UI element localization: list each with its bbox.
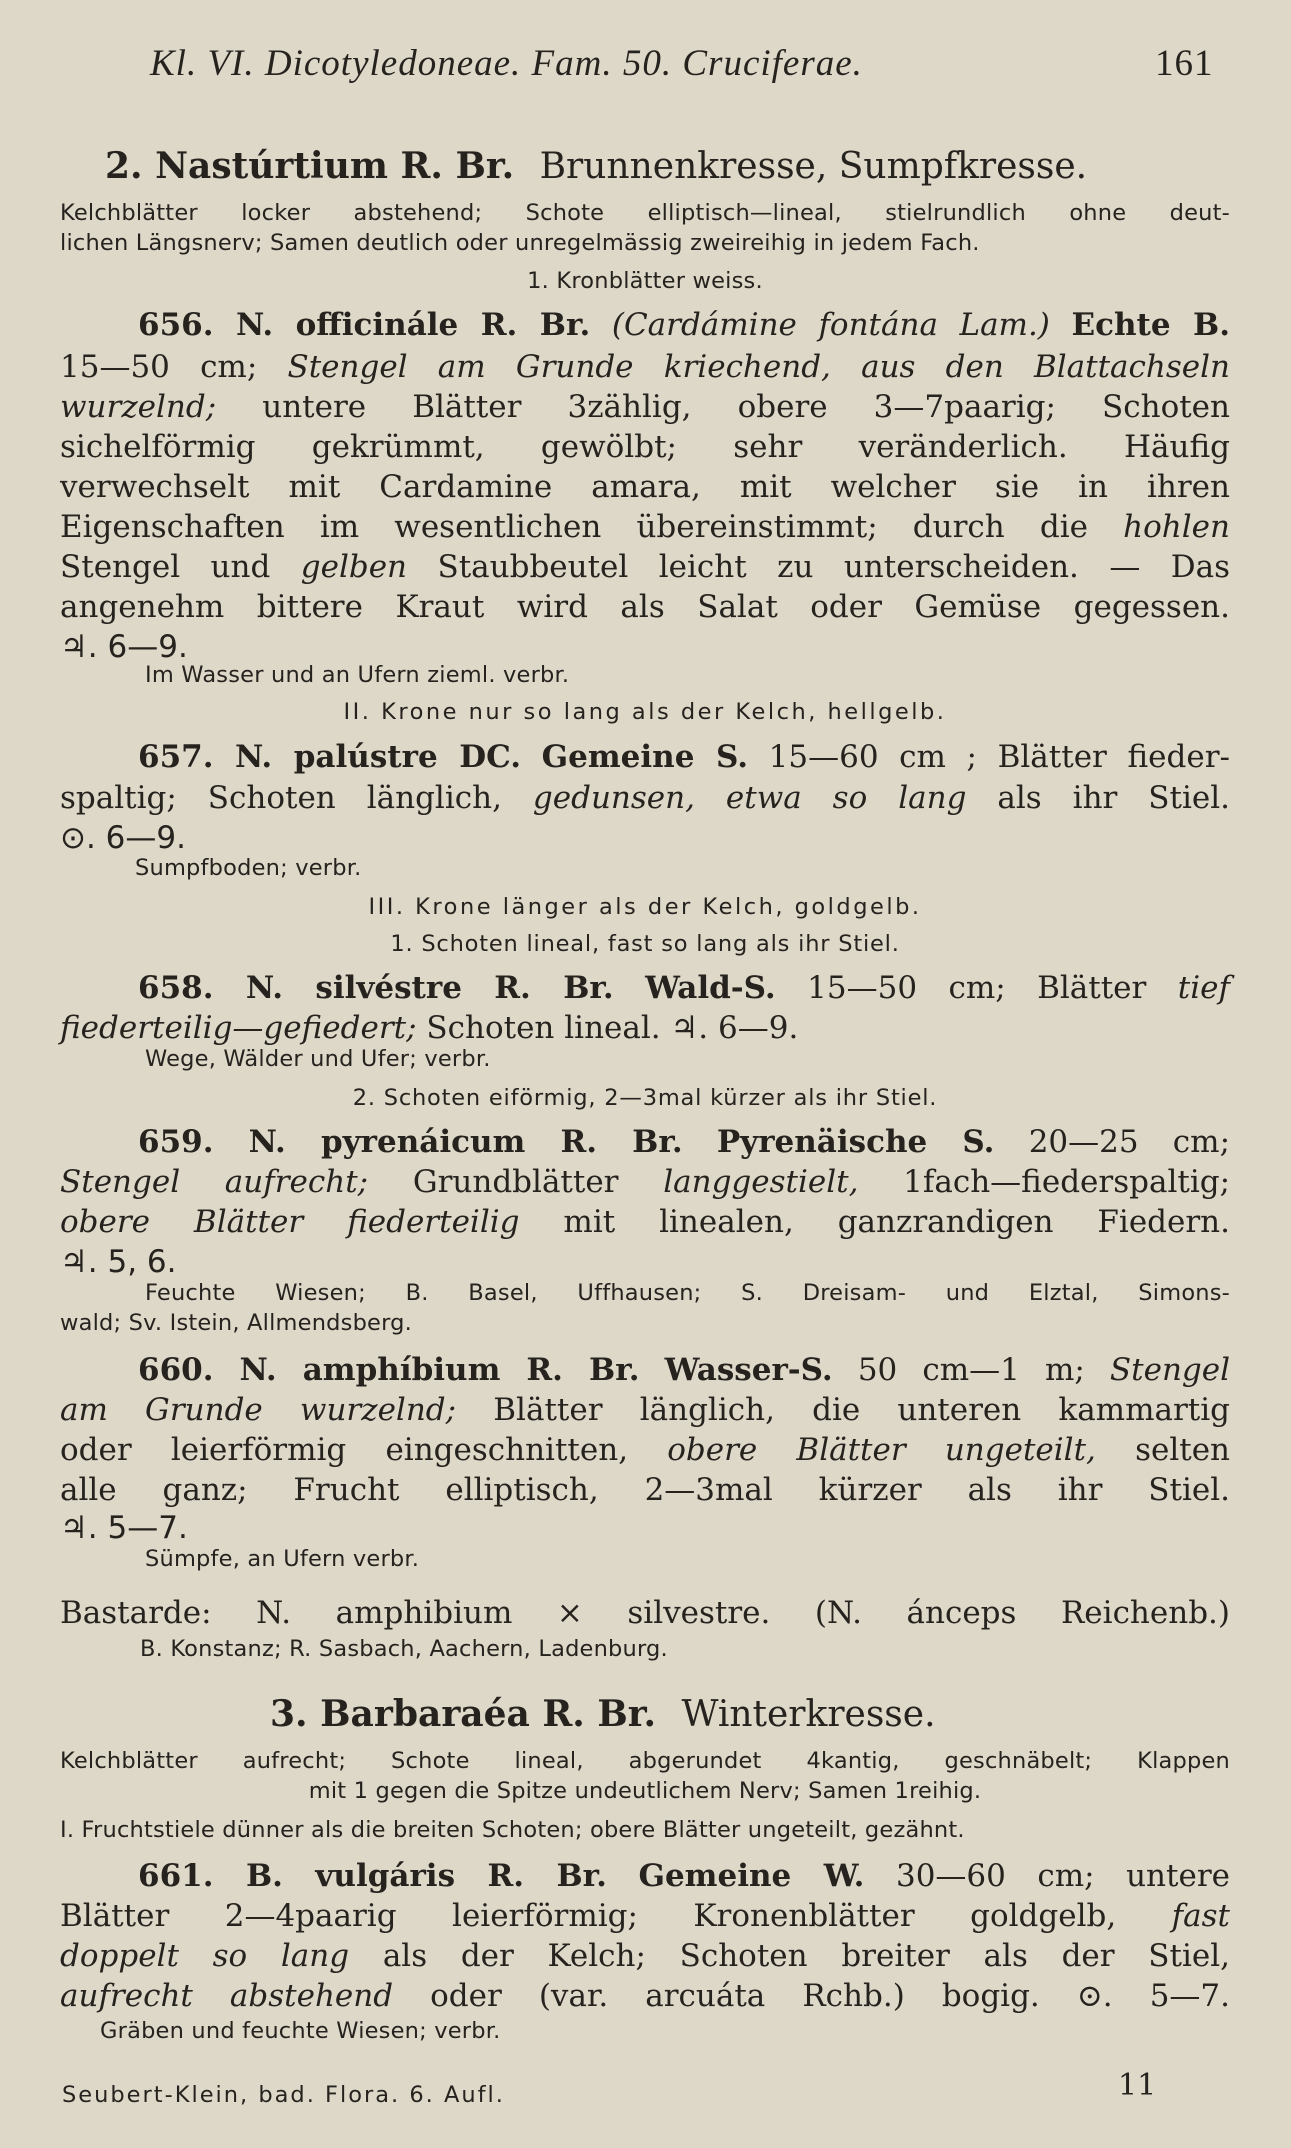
species-name: 659. N. pyrenáicum R. Br. <box>138 1124 683 1160</box>
hybrid-locations: B. Konstanz; R. Sasbach, Aachern, Ladenburg. <box>140 1636 668 1662</box>
species-habitat: Gräben und feuchte Wiesen; verbr. <box>100 2018 501 2044</box>
species-text: angenehm bittere Kraut wird als Salat oder Gemüse gegessen. <box>60 589 1230 625</box>
species-entry-661: 661. B. vulgáris R. Br. Gemeine W. 30—60 cm; untere <box>138 1858 1230 1894</box>
species-entry-659: 659. N. pyrenáicum R. Br. Pyrenäische S. 20—25 cm; <box>138 1124 1231 1160</box>
footer-source: Seubert-Klein, bad. Flora. 6. Aufl. <box>62 2082 505 2108</box>
key-heading: 1. Schoten lineal, fast so lang als ihr Stiel. <box>390 931 900 957</box>
species-text: doppelt so lang als der Kelch; Schoten breiter als der Stiel, <box>60 1938 1231 1974</box>
genus-common-name: Brunnenkresse, Sumpfkresse. <box>539 146 1088 187</box>
key-heading: III. Krone länger als der Kelch, goldgelb. <box>368 894 922 920</box>
species-text: oder leierförmig eingeschnitten, obere Blätter ungeteilt, selten <box>60 1432 1231 1468</box>
species-common-name: Wald-S. <box>645 970 776 1006</box>
species-habitat: Sumpfboden; verbr. <box>135 855 362 881</box>
species-text: Blätter 2—4paarig leierförmig; Kronenblätter goldgelb, fast <box>60 1898 1230 1934</box>
species-text: Stengel aufrecht; Grundblätter langgestielt, 1fach—fiederspaltig; <box>60 1164 1231 1200</box>
footer-signature: 11 <box>1118 2068 1157 2103</box>
genus-name: 2. Nastúrtium R. Br. <box>105 145 515 187</box>
species-common-name: Wasser-S. <box>664 1352 833 1388</box>
genus-description: mit 1 gegen die Spitze undeutlichem Nerv; Samen 1reihig. <box>308 1778 982 1804</box>
species-text: spaltig; Schoten länglich, gedunsen, etwa so lang als ihr Stiel. <box>60 780 1231 816</box>
running-title: Kl. VI. Dicotyledoneae. Fam. 50. Cruciferae. <box>150 43 863 84</box>
genus-description: Kelchblätter locker abstehend; Schote elliptisch—lineal, stielrundlich ohne deut- <box>60 200 1230 226</box>
species-entry-660: 660. N. amphíbium R. Br. Wasser-S. 50 cm—1 m; Stengel <box>138 1352 1231 1388</box>
key-heading: I. Fruchtstiele dünner als die breiten Schoten; obere Blätter ungeteilt, gezähnt. <box>60 1817 965 1843</box>
species-text: Eigenschaften im wesentlichen übereinstimmt; durch die hohlen <box>60 509 1230 545</box>
species-text: verwechselt mit Cardamine amara, mit welcher sie in ihren <box>60 469 1230 505</box>
page-number: 161 <box>1155 43 1214 84</box>
species-phenology: ♃. 6—9. <box>60 629 188 665</box>
hybrid-entry: Bastarde: N. amphibium × silvestre. (N. ánceps Reichenb.) <box>60 1595 1230 1631</box>
species-phenology: ♃. 5, 6. <box>60 1244 177 1280</box>
species-habitat: Wege, Wälder und Ufer; verbr. <box>145 1046 491 1072</box>
species-name: 660. N. amphíbium R. Br. <box>138 1352 640 1388</box>
species-habitat: Sümpfe, an Ufern verbr. <box>145 1546 420 1572</box>
species-text: sichelförmig gekrümmt, gewölbt; sehr veränderlich. Häufig <box>60 429 1230 465</box>
species-entry-658: 658. N. silvéstre R. Br. Wald-S. 15—50 cm; Blätter tief <box>138 970 1230 1006</box>
species-name: 661. B. vulgáris R. Br. <box>138 1858 607 1894</box>
species-common-name: Gemeine W. <box>638 1858 865 1894</box>
genus-heading-nasturtium <box>105 144 1205 189</box>
species-common-name: Pyrenäische S. <box>716 1124 995 1160</box>
key-heading: 2. Schoten eiförmig, 2—3mal kürzer als ihr Stiel. <box>352 1085 938 1111</box>
species-common-name: Echte B. <box>1071 307 1231 343</box>
genus-name: 3. Barbaraéa R. Br. <box>270 1693 656 1735</box>
species-entry-657: 657. N. palústre DC. Gemeine S. 15—60 cm ; Blätter fieder- <box>138 739 1230 775</box>
genus-heading-barbaraea <box>270 1692 1170 1737</box>
running-header <box>150 42 1150 85</box>
species-text: fiederteilig—gefiedert; Schoten lineal. ♃. 6—9. <box>60 1010 799 1046</box>
species-habitat: Im Wasser und an Ufern zieml. verbr. <box>145 662 570 688</box>
species-text: obere Blätter fiederteilig mit linealen, ganzrandigen Fiedern. <box>60 1204 1231 1240</box>
species-entry-656 <box>60 305 1230 345</box>
species-phenology: ♃. 5—7. <box>60 1510 188 1546</box>
species-text: 15—50 cm; Stengel am Grunde kriechend, aus den Blattachseln <box>60 349 1230 385</box>
species-synonym: (Cardámine fontána Lam.) <box>611 307 1050 343</box>
species-common-name: Gemeine S. <box>541 739 749 775</box>
species-phenology: ⊙. 6—9. <box>60 820 186 856</box>
genus-description: lichen Längsnerv; Samen deutlich oder unregelmässig zweireihig in jedem Fach. <box>60 230 980 256</box>
species-name: 658. N. silvéstre R. Br. <box>138 970 614 1006</box>
genus-description: Kelchblätter aufrecht; Schote lineal, abgerundet 4kantig, geschnäbelt; Klappen <box>60 1748 1230 1774</box>
species-text: am Grunde wurzelnd; Blätter länglich, die unteren kammartig <box>60 1392 1230 1428</box>
key-heading: II. Krone nur so lang als der Kelch, hellgelb. <box>343 699 947 725</box>
species-text: alle ganz; Frucht elliptisch, 2—3mal kürzer als ihr Stiel. <box>60 1472 1230 1508</box>
key-heading: 1. Kronblätter weiss. <box>527 268 763 294</box>
species-habitat: Feuchte Wiesen; B. Basel, Uffhausen; S. Dreisam- und Elztal, Simons- <box>145 1280 1230 1306</box>
species-name: 657. N. palústre DC. <box>138 739 522 775</box>
species-text: Stengel und gelben Staubbeutel leicht zu unterscheiden. — Das <box>60 549 1230 585</box>
species-name: 656. N. officinále R. Br. <box>138 307 591 343</box>
species-text: aufrecht abstehend oder (var. arcuáta Rchb.) bogig. ⊙. 5—7. <box>60 1978 1230 2014</box>
species-habitat: wald; Sv. Istein, Allmendsberg. <box>60 1310 412 1336</box>
species-text: wurzelnd; untere Blätter 3zählig, obere 3—7paarig; Schoten <box>60 389 1230 425</box>
genus-common-name: Winterkresse. <box>681 1694 936 1735</box>
